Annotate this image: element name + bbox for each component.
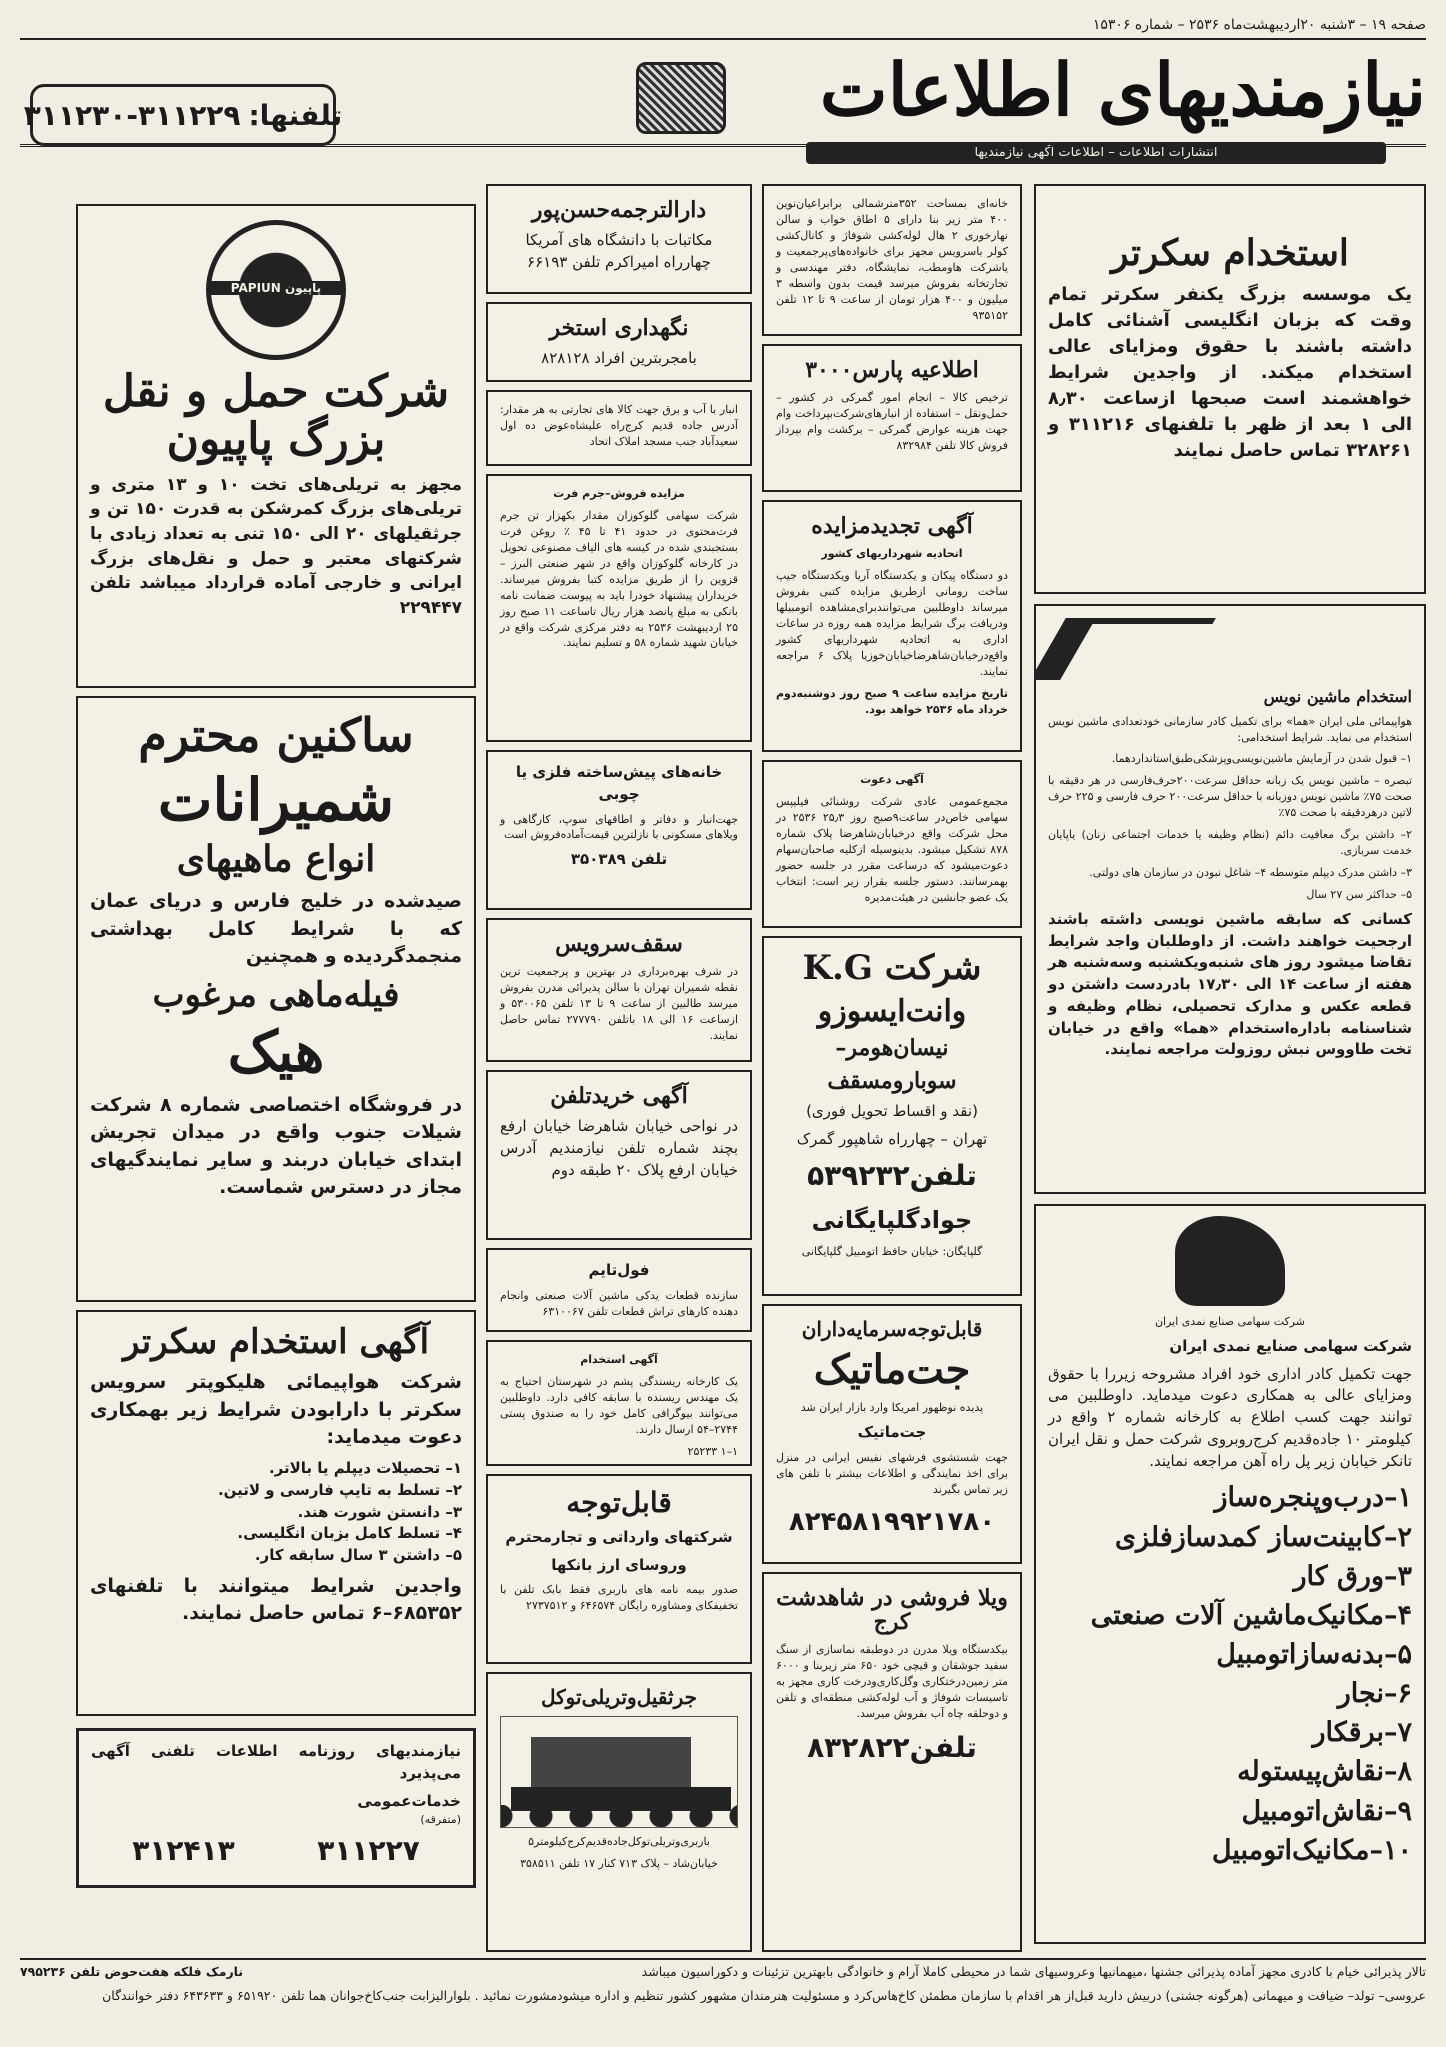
job-item: ۵–بدنه‌سازاتومبیل [1216,1639,1412,1670]
ad-line: (متفرقه) [420,1813,461,1827]
ad-org: اتحادیه شهرداریهای کشور [821,547,963,561]
ad-item: ۱– قبول شدن در آزمایش ماشین‌نویسی‌وپزشکی‌طبق‌استانداردهما. [1111,752,1412,766]
ad-name: جوادگلپایگانی [811,1205,973,1234]
ad-brand: جت‌ماتیک [813,1346,971,1393]
job-item: ۶–نجار [1337,1678,1412,1710]
ad-line: انواع ماهیهای [176,838,376,881]
ad-heli-secretary [76,1310,476,1716]
ad-papiun [76,204,476,688]
logo-caption: شرکت سهامی صنایع نمدی ایران [1154,1315,1306,1328]
ad-house-sale [762,184,1022,336]
ad-body: در فروشگاه اختصاصی شماره ۸ شرکت شیلات جنوب واقع در میدان تجریش ابتدای خیابان دربند و سایر نمایندگیهای مجاز در دسترس شماست. [90,1093,463,1199]
ad-meeting-invite [762,760,1022,928]
ad-phone: تلفن۵۳۹۲۳۲ [807,1159,977,1193]
ad-title: ویلا فروشی در شاهدشت کرج [776,1585,1008,1636]
ad-crane [486,1672,752,1952]
ad-phone: ۸۲۴۵۸۱۹۹۲۱۷۸۰ [788,1506,996,1537]
ad-line: وروسای ارز بانکها [551,1555,687,1574]
papiun-logo-text: پاپیون PAPIUN [211,281,341,295]
phones-box [23,84,343,146]
page-info: صفحه ۱۹ – ۳شنبه ۲۰اردیبهشت‌ماه ۲۵۳۶ – شماره ۱۵۳۰۶ [1092,17,1426,33]
job-item: ۳–ورق کار [1293,1560,1412,1592]
phone-number: ۳۱۲۴۱۳ [132,1834,235,1868]
ad-intro: هواپیمائی ملی ایران «هما» برای تکمیل کادر سازمانی خودتعدادی ماشین نویس استخدام می نماید. شرایط استخدامی: [1048,714,1412,744]
phone-number: ۳۱۱۲۲۷ [317,1834,420,1868]
ad-line: نیازمندیهای روزنامه اطلاعات تلفنی آگهی می‌پذیرد [91,1742,461,1782]
ad-fulltime [486,1248,752,1332]
ad-body: مجهز به تریلی‌های تخت ۱۰ و ۱۳ متری و تریلی‌های بزرگ کمرشکن به قدرت ۱۵۰ تن و جرثقیلهای ۲۰ الی ۱۵۰ تنی به تعداد زیادی با شرکتهای معتبر و حمل و نقل‌های بزرگ ایرانی و خارجی آماده قرارداد میباشد تلفن ۲۲۹۴۴۷ [90,474,463,618]
papiun-logo-icon [206,220,346,360]
ad-line: شمیرانات [157,765,395,834]
phones-numbers: ۳۱۱۲۳۰-۳۱۱۲۲۹ [23,98,241,132]
job-item: ۹–نقاش‌اتومبیل [1241,1795,1412,1827]
ad-body: جهت‌انبار و دفاتر و اطاقهای سوپ، کارگاهی و ویلاهای مسکونی با نازلترین قیمت‌آماده‌فروش است [500,812,738,842]
ad-line: وانت‌ایسوزو [817,994,967,1030]
ad-body: ترخیص کالا – انجام امور گمرکی در کشور – حمل‌و‌نقل – استفاده از انبارهای‌شرکت‌بپرداخت وام جهت هزینه عوارض گمرکی – برکشت وام بپرداز فروش کالا تلفن ۸۳۲۹۸۴ [776,391,1008,452]
ad-outro: کسانی که سابقه ماشین نویسی داشته باشند ارجحیت خواهند داشت. از داوطلبان واجد شرایط تقاضا میشود روز های شنبه‌و‌یکشنبه وسه‌شنبه هر هفته از ساعت ۱۴ الی ۱۷٫۳۰ بادردست داشتن دو قطعه عکس و مدارک تحصیلی، نظام وظیفه و شناسنامه باداره‌استخدام «هما» واقع در خیابان تخت طاووس نبش روزولت مراجعه نمایند. [1048,909,1412,1059]
ad-brand-2: جت‌ماتیک [857,1422,927,1441]
ad-body: خانه‌ای بمساحت ۳۵۲مترشمالی برابراعیان‌نوین ۴۰۰ متر زیر بنا دارای ۵ اطاق خواب و سالن نهارخوری ۲ هال لوله‌کشی شوفاژ و کانال‌کشی کولر باسرویس مجهز برای خانواده‌های‌پرجمعیت و یاشرکت هاومطب، نمایشگاه، دفتر مهندسی و تجارتخانه بفروش میرسد قیمت بدون واسطه ۳ میلیون و ۴۰۰ هزار تومان از ساعت ۹ تا ۱۲ تلفن ۹۳۵۱۵۲ [776,197,1009,322]
page-info-bar [20,12,1426,40]
ad-title: خانه‌های پیش‌ساخته فلزی یا چوبی [515,763,723,803]
ad-title: شرکت حمل و نقل بزرگ پاپیون [102,366,450,466]
ad-body: در شرف بهره‌برداری در بهترین و پرجمعیت ترین نقطه شمیران تهران با سالن پذیرائی مدرن بفروش میرسد طالبین از ساعت ۹ تا ۱۳ تلفن ۵۳۰۰۶۵ و ازساعت ۱۶ الی ۱۸ باتلفن ۲۷۷۷۹۰ تماس حاصل نمایند. [500,965,739,1042]
ad-sub: پدیده نوظهور امریکا وارد بازار ایران شد [800,1401,984,1414]
job-item: ۱۰–مکانیک‌اتومبیل [1211,1834,1412,1866]
ad-title: آگهی استخدام [580,1353,658,1366]
ad-date: تاریخ مزایده ساعت ۹ صبح روز دوشنبه‌دوم خرداد ماه ۲۵۳۶ خواهد بود. [776,686,1008,716]
ad-homa-typist [1034,604,1426,1194]
ad-villa-sale [762,1572,1022,1952]
ad-kg-company [762,936,1022,1296]
ad-body: شرکت هواپیمائی هلیکوپتر سرویس سکرتر با دارابودن شرایط زیر بهمکاری دعوت میدماید: [90,1371,462,1449]
ad-hire-engineer [486,1340,752,1466]
ad-address: خیابان‌شاد – پلاک ۷۱۳ کنار ۱۷ تلفن ۳۵۸۵۱۱ [520,1856,718,1870]
ad-fish-shop [76,696,476,1302]
footer-ad-wedding: عروسی– تولد– ضیافت و میهمانی (هرگونه جشنی) دربیش دارید قبل‌از هر اقدام با سازمان مطمئن کاخ‌هاس‌کرد و مسئولیت هنرمندان مشهور کشور تنظیم و اداره میشودمشورت نمائید . بلوارالیزابت جنب‌کاخ‌جوانان هما تلفن ۶۵۱۹۲۰ و ۶۴۳۶۳۳ دفتر خوانندگان [102,1987,1426,2003]
footer-row-1 [20,1960,1426,1984]
footer-ad-khayyam-address: نارمک فلکه هفت‌حوض تلفن ۷۹۵۲۳۶ [20,1964,244,1979]
ad-body: باربری‌وتریلی‌توکل‌جاده‌قدیم‌کرج‌کیلومتر۵ [528,1835,710,1848]
crane-truck-image [500,1716,738,1828]
ad-item: ۲– تسلط به تایپ فارسی و لاتین. [217,1480,462,1499]
masthead-subtitle: انتشارات اطلاعات – اطلاعات آگهی نیازمندیها [806,142,1386,164]
ad-title: استخدام ماشین نویس [1263,687,1412,706]
ad-body: جهت شستشوی فرشهای نفیس ایرانی در منزل برای اخذ نمایندگی و اطلاعات بیشتر با تلفن های زیر تماس بگیرند [776,1450,1008,1496]
ad-body: صدور بیمه نامه های باربری فقط بابک تلفن با تخفیفکای ومشاوره رایگان ۶۴۶۵۷۴ و ۲۷۳۷۵۱۲ [500,1583,738,1613]
phone-row [91,1834,461,1867]
ad-title: دارالترجمه‌حسن‌پور [531,197,707,223]
newspaper-emblem-icon [636,62,726,134]
ad-line: فیله‌ماهی مرغوب [152,974,400,1015]
ad-body: یک کارخانه ریسندگی پشم در شهرستان احتیاج به یک مهندس ریسنده با سابقه کافی دارد. داوطلبین می‌توانند بیوگرافی کامل خود را به صندوق پستی ۲۷۴۴–۵۴ ارسال دارند. [500,1374,738,1436]
ad-item: ۲– داشتن برگ معافیت دائم (نظام وظیفه یا خدمات اجتماعی زنان) یاپایان خدمت سربازی. [1048,828,1412,858]
masthead-rule [20,144,1426,147]
ad-title: نگهداری استخر [549,315,689,341]
job-item: ۲–کابینت‌ساز کمدسازفلزی [1114,1521,1412,1553]
phones-label: تلفنها: [248,98,343,132]
ad-body: صیدشده در خلیج فارس و دریای عمان که با شرایط کامل بهداشتی منجمدگردیده و همچنین [90,889,462,968]
ad-notice [486,1474,752,1664]
job-item: ۴–مکانیک‌ماشین آلات صنعتی [1090,1599,1412,1631]
ad-warehouse [486,390,752,466]
footer [20,1958,1426,2008]
ad-title: شرکت K.G [802,948,982,988]
job-item: ۱–درب‌وپنجره‌ساز [1214,1482,1412,1514]
ad-pars-3000 [762,344,1022,492]
ad-pool-care [486,302,752,382]
ad-body: یک موسسه بزرگ یکنفر سکرتر تمام وقت که بزبان انگلیسی آشنائی کامل داشته باشند با حقوق ومزایای عالی استخدام میکند. از واجدین شرایط خواهشمند است صبحها ازساعت ۸٫۳۰ الی ۱ بعد از ظهر با تلفنهای ۳۱۱۲۱۶ و ۳۲۸۲۶۱ تماس حاصل نمایند [1048,283,1412,462]
ad-line: ساکنین محترم [138,708,414,762]
ad-phone-buy [486,1070,752,1240]
ad-title: فول‌تایم [588,1261,650,1279]
ad-phone: تلفن۸۳۲۸۲۲ [807,1731,977,1765]
ad-body: در نواحی خیابان شاهرضا خیابان ارفع بچند شماره تلفن نیازمندیم آدرس خیابان ارفع پلاک ۲۰ طبقه دوم [500,1117,738,1179]
ad-title: اطلاعیه پارس۳۰۰۰ [805,357,979,383]
ad-title: آگهی خریدتلفن [550,1083,688,1109]
ad-title: جرثقیل‌وتریلی‌توکل [541,1685,697,1709]
ad-iron-auction [486,474,752,742]
newspaper-page [20,12,1426,2040]
ad-newspaper-classifieds [76,1728,476,1888]
ad-auction [762,500,1022,752]
ad-jetmatic [762,1304,1022,1564]
ad-body: شرکت سهامی گلوکوزان مقدار بکهزار تن جرم فرت‌محتوی در حدود ۴۱ تا ۴۵ ٪ روغن فرت بستجبندی شده در کیسه های الیاف مصنوعی تحویل در کارخانه گلوکوزان واقع در شهر صنعتی البرز – قزوین را از طریق مزایده کتبا بفروش میرساند. خریداران پیشنهاد خودرا باید به پیوست ضمانت نامه بانکی به مبلغ پانصد هزار ریال تاساعت ۱۱ صبح روز ۲۵ اردیبهشت ۲۵۳۶ به دفتر مرکزی شرکت واقع در خیابان شهید شماره ۵۸ و تسلیم نمایند. [500,508,738,650]
ad-title: آگهی تجدیدمزایده [811,513,973,539]
ad-body: مجمع‌عمومی عادی شرکت روشنائی فیلیپس سهامی خاص‌در ساعت۹صبح روز ۲۵٫۳ ۲۵۳۶ در محل شرکت واقع در‌خیابان‌شاهرضا پلاک شماره ۸۷۸ تشکیل میشود. بدینوسیله ازکلیه صاحبان‌سهام دعوت‌میشود که درساعت مقرر در جلسه حضور بهمرسانند. دستور جلسه بقرار زیر است: انتخاب یک عضو جانشین در هیئت‌مدیره [776,794,1008,904]
ad-title: آگهی دعوت [860,773,924,786]
ad-title: قابل‌توجه [566,1486,672,1519]
ad-item: ۵– حداکثر سن ۲۷ سال [1306,888,1412,902]
ad-body: جهت تکمیل کادر اداری خود افراد مشروحه زیررا با حقوق ومزایای عالی به همکاری دعوت میدماید. داوطلبین می توانند جهت کسب اطلاع به کارخانه شماره ۲ واقع در کیلومتر ۱۰ جاده‌قدیم کرج‌روبروی شرکت حمل و نقل ایران تانکر خیابان زیر پل راه آهن مراجعه نمایند. [1048,1364,1412,1470]
homa-logo-icon [1034,618,1216,680]
ad-ceiling-service [486,918,752,1062]
ad-secretary-hire [1034,184,1426,594]
ad-item: ۵– داشتن ۳ سال سابقه کار. [254,1546,462,1565]
newspaper-title: نیازمندیهای اطلاعات [819,47,1426,132]
footer-row-2 [20,1984,1426,2008]
job-item: ۷–برقکار [1312,1717,1412,1749]
ad-phone: تلفن ۳۵۰۳۸۹ [570,850,668,869]
lion-logo-icon [1175,1216,1285,1306]
ad-title: آگهی استخدام سکرتر [122,1322,430,1362]
ad-line: نیسان‌هومر– [835,1035,949,1062]
ad-felt-company [1034,1204,1426,1944]
ad-title: مزایده فروش–جرم فرت [553,487,685,500]
job-list [1048,1478,1412,1869]
ad-line: خدمات‌عمومی [357,1791,461,1810]
ad-body: مکاتبات با دانشگاه های آمریکا چهارراه امیراکرم تلفن ۶۶۱۹۳ [525,231,713,271]
ad-item: ۱– تحصیلات دیپلم یا بالاتر. [268,1459,462,1478]
footer-ad-khayyam: تالار پذیرائی خیام با کادری مجهز آماده پذیرائی جشنها ،میهمانیها وعروسیهای شما در محیطی کاملا آرام و خانوادگی بابهترین تزئینات و دکوراسیون میباشد [641,1964,1426,1979]
ad-title: شرکت سهامی صنایع نمدی ایران [1169,1336,1412,1355]
ad-body: بیکدستگاه ویلا مدرن در دوطبقه نماسازی از سنگ سفید جوشقان و قیچی خود ۶۵۰ متر زیربنا و ۶۰۰۰ متر زمین‌درختکاری وگل‌کاری‌ودرخت کاری مجهز به تاسیسات شوفاژ و آب لوله‌کشی منطقه‌ای و تلفن و دوحلقه چاه آب بفروش میرسد. [776,1643,1008,1721]
ad-item: ۴– تسلط کامل بزبان انگلیسی. [237,1524,462,1543]
ad-item: ۳– داشتن مدرک دیپلم متوسطه ۴– شاغل نبودن در سازمان های دولتی. [1089,866,1412,880]
ad-body: دو دستگاه پیکان و یکدستگاه آریا ویکدستگاه جیپ ساخت رومانی ازطریق مزایده کتبی بفروش میرساند داوطلبین می‌توانندبرای‌مشاهده اتومبیلها ودریافت برگ شرایط مزایده همه روزه در ساعات اداری به اتحادیه شهرداریهای کشور واقع‌درخیابان‌شاهرضاخیابان‌خوزیا پلاک ۶ مراجعه نمایند. [776,569,1008,678]
ad-translation [486,184,752,294]
ad-outro: واجدین شرایط میتوانند با تلفنهای ۶۸۵۳۵۲–۶ تماس حاصل نمایند. [90,1574,462,1625]
ad-item: تبصره – ماشین نویس یک زبانه حداقل سرعت۲۰۰حرف‌فارسی در هر دقیقه با صحت ۷۵٪ ماشین نویس دوزبانه با حداقل سرعت۲۰۰ حرف فارسی و ۲۲۵ حرف لاتین درهردقیقه با صحت ۷۵٪ [1048,774,1413,820]
ad-address: تهران – چهارراه شاهپور گمرک [796,1129,988,1148]
ad-body: بامجربترین افراد ۸۲۸۱۲۸ [541,349,697,368]
ad-terms: (نقد و اقساط تحویل فوری) [806,1101,978,1120]
ad-head: قابل‌توجه‌سرمایه‌داران [801,1317,983,1341]
ad-item: ۳– دانستن شورت هند. [297,1502,462,1521]
ad-body: انبار با آب و برق جهت کالا های تجارتی به هر مقدار: آدرس جاده قدیم کرج‌راه علیشاه‌عوض ده اول سعیدآباد جنب مسجد املاک اتحاد [500,403,738,448]
ad-body: سازنده قطعات یدکی ماشین آلات صنعتی وانجام دهنده کارهای تراش قطعات تلفن ۶۳۱۰۰۶۷ [500,1288,738,1318]
ad-title: سقف‌سرویس [555,931,683,957]
masthead [20,42,1426,184]
ad-branch: گلپایگان: خیابان حافظ اتومبیل گلپایگانی [801,1244,983,1258]
ad-title: استخدام سکرتر [1111,232,1349,274]
ad-line: هیک [227,1019,325,1086]
ad-line: سوبارومسقف [827,1067,957,1094]
job-item: ۸–نقاش‌پیستوله [1237,1756,1412,1788]
ad-prefab-houses [486,750,752,910]
ad-code: ۱–۱ ۲۵۲۳۳ [687,1444,738,1458]
ad-line: شرکتهای وارداتی و تجارمحترم [505,1527,733,1546]
